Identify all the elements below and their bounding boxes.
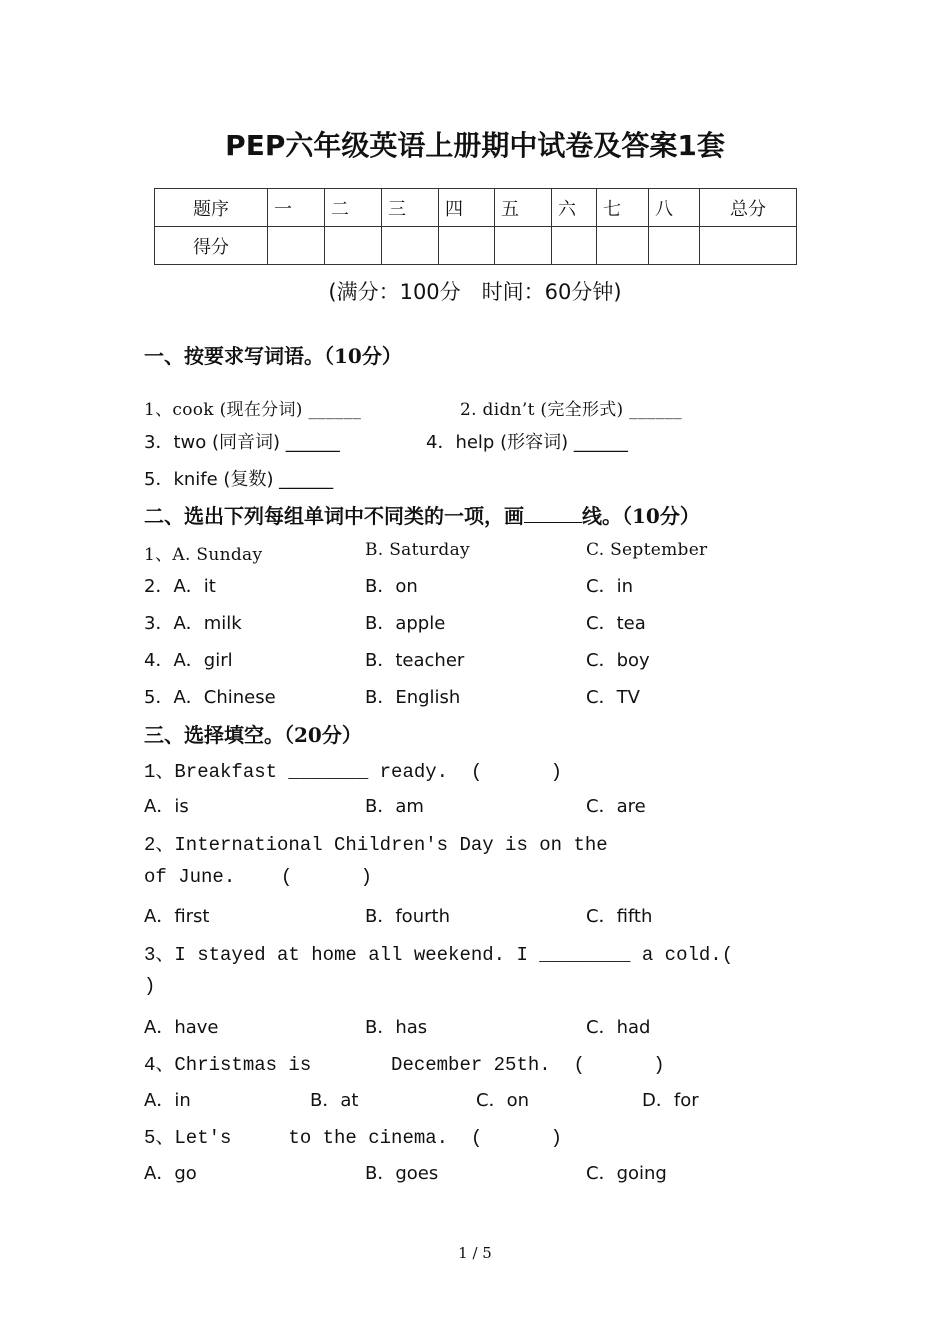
option-3-4-d: D．for xyxy=(642,1090,699,1111)
question-1-1: 1、cook (现在分词) ______ xyxy=(144,400,362,420)
score-cell: 二 xyxy=(325,189,382,227)
option-3-1-b: B．am xyxy=(365,796,424,817)
option-2-2-a: 2．A．it xyxy=(144,576,216,597)
option-2-5-c: C．TV xyxy=(586,687,640,708)
option-2-1-c: C. September xyxy=(586,540,708,560)
option-2-4-a: 4．A．girl xyxy=(144,650,233,671)
score-input-cell[interactable] xyxy=(268,227,325,265)
question-1-4: 4．help (形容词) ______ xyxy=(426,432,628,453)
option-2-4-b: B．teacher xyxy=(365,650,465,671)
question-3-5: 5、Let's to the cinema. ( ) xyxy=(144,1127,563,1149)
question-3-3-line2: ) xyxy=(144,975,156,997)
option-2-3-b: B．apple xyxy=(365,613,446,634)
score-input-cell[interactable] xyxy=(552,227,597,265)
score-cell: 六 xyxy=(552,189,597,227)
question-1-3: 3．two (同音词) ______ xyxy=(144,432,340,453)
underline-blank xyxy=(524,521,582,523)
option-3-2-c: C．fifth xyxy=(586,906,653,927)
score-input-cell[interactable] xyxy=(597,227,649,265)
score-cell: 题序 xyxy=(155,189,268,227)
option-2-5-b: B．English xyxy=(365,687,461,708)
exam-info: (满分：100分 时间：60分钟) xyxy=(328,280,622,304)
score-cell: 四 xyxy=(439,189,495,227)
score-input-cell[interactable] xyxy=(700,227,797,265)
option-3-5-b: B．goes xyxy=(365,1163,439,1184)
option-2-5-a: 5．A．Chinese xyxy=(144,687,276,708)
option-3-2-b: B．fourth xyxy=(365,906,450,927)
section1-heading: 一、按要求写词语。（10分） xyxy=(144,344,402,368)
option-2-3-a: 3．A．milk xyxy=(144,613,242,634)
option-3-4-a: A．in xyxy=(144,1090,191,1111)
option-3-2-a: A．first xyxy=(144,906,210,927)
option-3-3-c: C．had xyxy=(586,1017,651,1038)
option-3-5-c: C．going xyxy=(586,1163,667,1184)
score-cell: 七 xyxy=(597,189,649,227)
option-2-1-a: 1、A. Sunday xyxy=(144,545,263,565)
score-cell: 一 xyxy=(268,189,325,227)
score-cell: 得分 xyxy=(155,227,268,265)
question-1-5: 5．knife (复数) ______ xyxy=(144,469,334,490)
option-3-3-a: A．have xyxy=(144,1017,219,1038)
question-3-4: 4、Christmas is December 25th. ( ) xyxy=(144,1054,665,1076)
question-3-3-line1: 3、I stayed at home all weekend. I ________ a cold.( xyxy=(144,944,734,966)
question-3-1: 1、Breakfast _______ ready. ( ) xyxy=(144,761,563,783)
option-3-4-c: C．on xyxy=(476,1090,529,1111)
question-1-2: 2. didn’t (完全形式) ______ xyxy=(460,400,682,420)
option-2-2-b: B．on xyxy=(365,576,418,597)
option-3-5-a: A．go xyxy=(144,1163,197,1184)
option-3-1-c: C．are xyxy=(586,796,646,817)
option-3-3-b: B．has xyxy=(365,1017,428,1038)
score-cell: 三 xyxy=(382,189,439,227)
score-cell: 八 xyxy=(649,189,700,227)
score-input-cell[interactable] xyxy=(325,227,382,265)
score-cell: 总分 xyxy=(700,189,797,227)
section2-heading xyxy=(144,500,700,529)
section2-heading-pre: 二、选出下列每组单词中不同类的一项，画 xyxy=(144,504,524,528)
score-input-cell[interactable] xyxy=(649,227,700,265)
score-table-score-row xyxy=(155,227,797,265)
question-3-2-line1: 2、International Children's Day is on the xyxy=(144,834,608,856)
score-table-header-row xyxy=(155,189,797,227)
option-2-4-c: C．boy xyxy=(586,650,650,671)
section3-heading: 三、选择填空。（20分） xyxy=(144,723,362,747)
score-cell: 五 xyxy=(495,189,552,227)
option-3-1-a: A．is xyxy=(144,796,189,817)
option-2-2-c: C．in xyxy=(586,576,633,597)
score-input-cell[interactable] xyxy=(439,227,495,265)
section2-heading-post: 线。（10分） xyxy=(582,504,700,528)
question-3-2-line2: of June. ( ) xyxy=(144,866,373,888)
option-3-4-b: B．at xyxy=(310,1090,359,1111)
option-2-1-b: B. Saturday xyxy=(365,540,470,560)
score-input-cell[interactable] xyxy=(382,227,439,265)
score-input-cell[interactable] xyxy=(495,227,552,265)
score-table xyxy=(154,188,797,265)
page-number: 1 / 5 xyxy=(458,1244,492,1262)
option-2-3-c: C．tea xyxy=(586,613,646,634)
document-title: PEP六年级英语上册期中试卷及答案1套 xyxy=(225,129,725,162)
